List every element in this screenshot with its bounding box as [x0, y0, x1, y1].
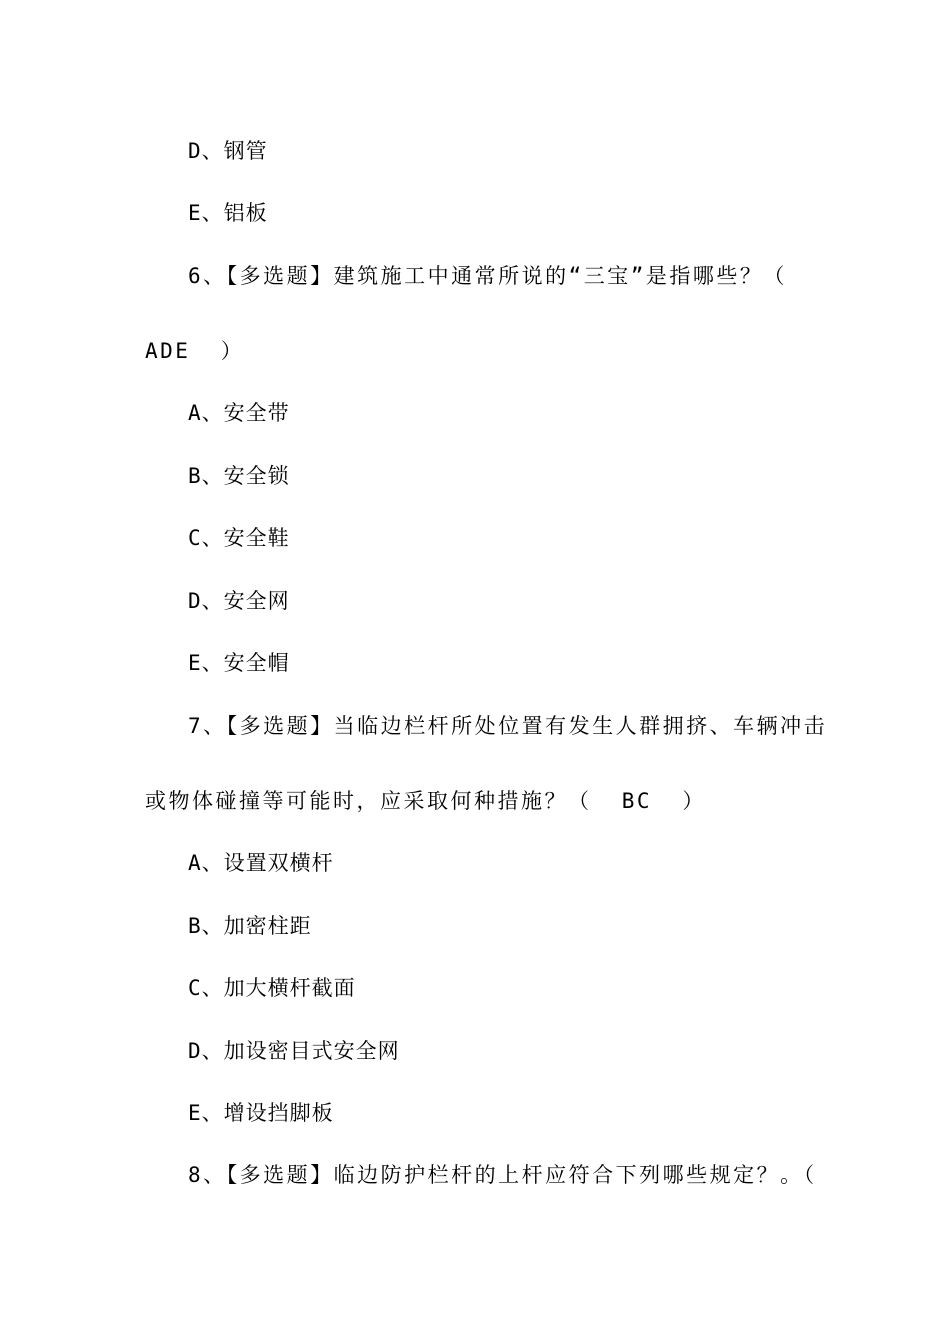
- q5-option-e: E、铝板: [188, 201, 268, 225]
- q6-option-e: E、安全帽: [188, 651, 290, 675]
- q6-option-b: B、安全锁: [188, 464, 290, 488]
- q7-option-e: E、增设挡脚板: [188, 1101, 334, 1125]
- q6-option-c: C、安全鞋: [188, 526, 290, 550]
- q7-option-c: C、加大横杆截面: [188, 976, 356, 1000]
- q7-option-b: B、加密柱距: [188, 914, 312, 938]
- q6-answer: ADE ）: [145, 339, 245, 363]
- q7-option-d: D、加设密目式安全网: [188, 1039, 400, 1063]
- q6-stem: 6、【多选题】建筑施工中通常所说的“三宝”是指哪些？（: [188, 264, 787, 288]
- q6-option-a: A、安全带: [188, 401, 290, 425]
- q5-option-d: D、钢管: [188, 139, 268, 163]
- q7-stem: 7、【多选题】当临边栏杆所处位置有发生人群拥挤、车辆冲击: [188, 714, 828, 738]
- q6-option-d: D、安全网: [188, 589, 290, 613]
- q7-option-a: A、设置双横杆: [188, 851, 334, 875]
- q8-stem: 8、【多选题】临边防护栏杆的上杆应符合下列哪些规定？。（: [188, 1163, 817, 1187]
- q7-stem-continuation: 或物体碰撞等可能时，应采取何种措施？（ BC ）: [145, 789, 706, 813]
